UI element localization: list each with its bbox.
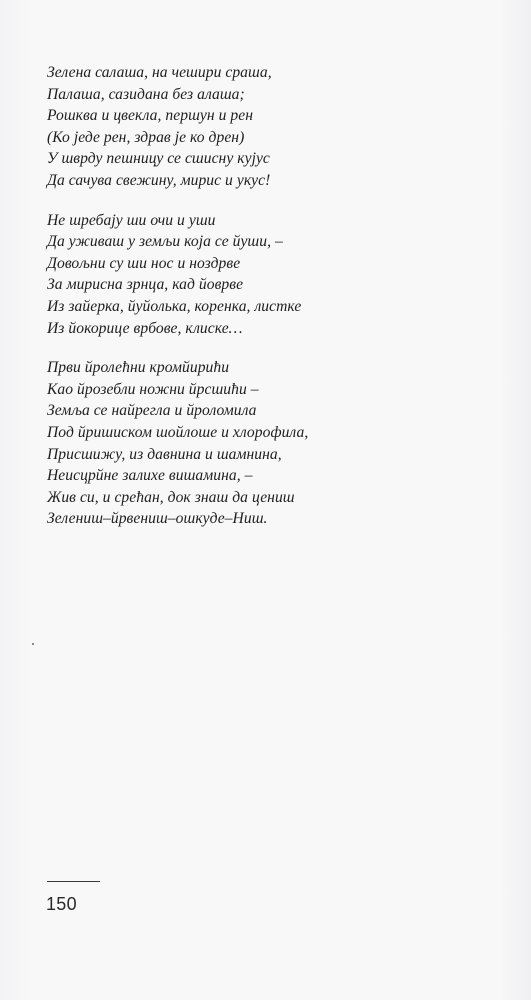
poem-line: Као йрозебли ножни йрсшићи –	[47, 380, 259, 398]
poem-line: Неисцрйне залихе вишамина, –	[47, 467, 253, 485]
poem-line: (Ко једе рен, здрав је ко дрен)	[47, 128, 245, 146]
poem-line: Да сачува свежину, мирис и укус!	[47, 171, 271, 189]
poem-line: У шврду пешницу се сшисну кујус	[47, 150, 270, 168]
poem-line: Жив си, и срећан, док знаш да цениш	[47, 488, 295, 506]
poem-line: Земља се найрегла и йроломила	[47, 402, 257, 420]
poem-stanza-2	[47, 210, 517, 340]
poem	[47, 62, 517, 548]
poem-stanza-3	[47, 357, 517, 530]
poem-line: Из зайерка, йуйолька, коренка, листке	[47, 297, 302, 315]
footer-rule	[47, 881, 100, 882]
poem-line: Под йришиском шойлоше и хлорофила,	[47, 423, 309, 441]
poem-stanza-1	[47, 62, 517, 192]
page-number: 150	[46, 894, 77, 914]
paper-speck	[32, 643, 34, 645]
poem-line: Зелениш–йрвениш–ошкуде–Ниш.	[47, 510, 268, 528]
poem-line: Зелена салаша, на чешири сраша,	[47, 64, 272, 81]
poem-line: За мирисна зрнца, кад йоврве	[47, 276, 244, 294]
poem-line: Рошква и цвекла, першун и рен	[47, 107, 253, 125]
poem-line: Довољни су ши нос и ноздрве	[47, 254, 241, 272]
poem-line: Не шребају ши очи и уши	[47, 211, 216, 229]
poem-line: Из йокорице врбове, клиске…	[47, 319, 243, 337]
poem-line: Први йролећни кромйирићи	[47, 359, 230, 377]
poem-line: Да уживаш у земљи која се йуши, –	[47, 233, 283, 251]
poem-line: Палаша, сазидана без алаша;	[47, 85, 245, 103]
poem-line: Присшижу, из давнина и шамнина,	[47, 445, 282, 463]
